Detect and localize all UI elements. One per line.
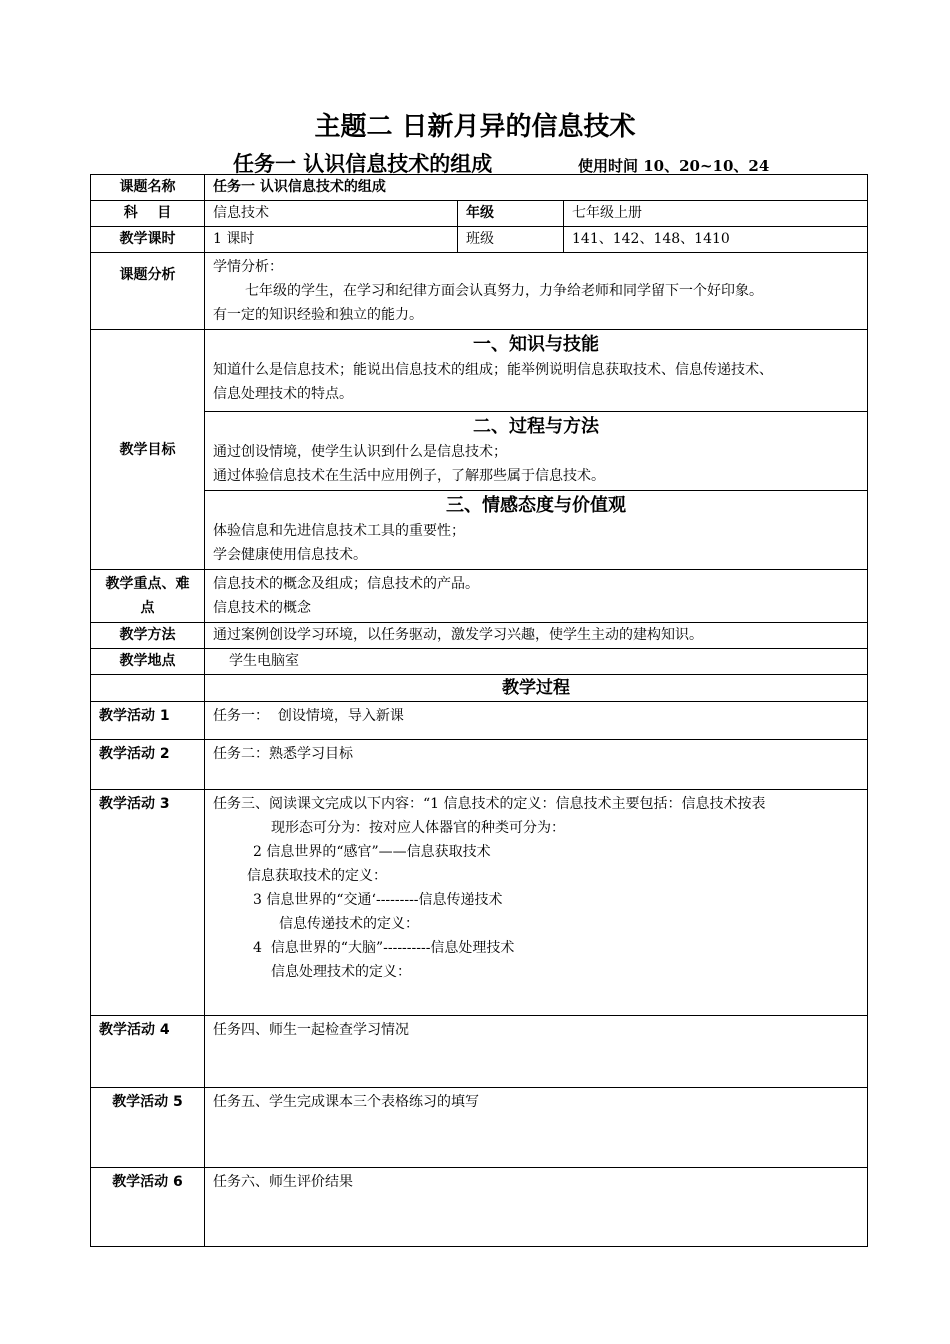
key-points-label: 教学重点、难点 bbox=[91, 570, 205, 623]
analysis-line-1: 学情分析： bbox=[213, 259, 283, 275]
row-subject bbox=[91, 201, 868, 227]
activity2-value: 任务二：熟悉学习目标 bbox=[205, 740, 868, 790]
objectives-sec3-line-2: 学会健康使用信息技术。 bbox=[213, 547, 367, 563]
place-value: 学生电脑室 bbox=[205, 649, 868, 675]
grade-label: 年级 bbox=[458, 201, 564, 227]
row-key-points bbox=[91, 570, 868, 623]
hours-label: 教学课时 bbox=[91, 227, 205, 253]
objectives-sec2 bbox=[205, 412, 868, 491]
activity3-line-5: 3 信息世界的“交通‘---------信息传递技术 bbox=[253, 892, 503, 908]
objectives-sec1 bbox=[205, 330, 868, 412]
objectives-sec2-line-2: 通过体验信息技术在生活中应用例子，了解那些属于信息技术。 bbox=[213, 468, 605, 484]
subject-label: 科 目 bbox=[91, 201, 205, 227]
objectives-sec1-line-2: 信息处理技术的特点。 bbox=[213, 386, 353, 402]
activity6-value: 任务六、师生评价结果 bbox=[205, 1168, 868, 1247]
page-title: 主题二 日新月异的信息技术 bbox=[314, 112, 636, 142]
activity3-content bbox=[205, 790, 868, 1016]
row-method bbox=[91, 623, 868, 649]
objectives-sec3-line-1: 体验信息和先进信息技术工具的重要性； bbox=[213, 523, 465, 539]
activity6-label: 教学活动 6 bbox=[91, 1168, 205, 1247]
activity4-value: 任务四、师生一起检查学习情况 bbox=[205, 1016, 868, 1088]
row-activity-5 bbox=[91, 1088, 868, 1168]
activity3-line-1: 任务三、阅读课文完成以下内容：“1 信息技术的定义：信息技术主要包括：信息技术按表 bbox=[213, 796, 766, 812]
row-activity-1 bbox=[91, 702, 868, 740]
analysis-content bbox=[205, 253, 868, 330]
row-objectives-1 bbox=[91, 330, 868, 412]
lesson-plan-table bbox=[90, 174, 868, 1247]
row-topic-name bbox=[91, 175, 868, 201]
subject-value: 信息技术 bbox=[205, 201, 458, 227]
activity3-line-6: 信息传递技术的定义： bbox=[279, 916, 419, 932]
key-points-line-2: 信息技术的概念 bbox=[213, 600, 311, 616]
analysis-line-2: 七年级的学生，在学习和纪律方面会认真努力，力争给老师和同学留下一个好印象。 bbox=[245, 283, 763, 299]
hours-value: 1 课时 bbox=[205, 227, 458, 253]
objectives-sec1-line-1: 知道什么是信息技术；能说出信息技术的组成；能举例说明信息获取技术、信息传递技术、 bbox=[213, 362, 773, 378]
row-objectives-3 bbox=[91, 491, 868, 570]
method-value: 通过案例创设学习环境，以任务驱动，激发学习兴趣，使学生主动的建构知识。 bbox=[205, 623, 868, 649]
activity1-value: 任务一： 创设情境，导入新课 bbox=[205, 702, 868, 740]
analysis-line-3: 有一定的知识经验和独立的能力。 bbox=[213, 307, 423, 323]
topic-name-label: 课题名称 bbox=[91, 175, 205, 201]
row-process-head bbox=[91, 675, 868, 702]
class-value: 141、142、148、1410 bbox=[564, 227, 868, 253]
grade-value: 七年级上册 bbox=[564, 201, 868, 227]
row-objectives-2 bbox=[91, 412, 868, 491]
objectives-sec1-head: 一、知识与技能 bbox=[473, 334, 600, 355]
objectives-sec3 bbox=[205, 491, 868, 570]
activity5-value: 任务五、学生完成课本三个表格练习的填写 bbox=[205, 1088, 868, 1168]
activity1-label: 教学活动 1 bbox=[91, 702, 205, 740]
use-time: 使用时间 10、20~10、24 bbox=[578, 157, 770, 175]
activity3-line-2: 现形态可分为：按对应人体器官的种类可分为： bbox=[271, 820, 565, 836]
page-subtitle: 任务一 认识信息技术的组成 bbox=[233, 152, 493, 176]
place-label: 教学地点 bbox=[91, 649, 205, 675]
row-activity-4 bbox=[91, 1016, 868, 1088]
key-points-line-1: 信息技术的概念及组成；信息技术的产品。 bbox=[213, 576, 479, 592]
process-head-empty bbox=[91, 675, 205, 702]
activity4-label: 教学活动 4 bbox=[91, 1016, 205, 1088]
activity3-line-7: 4 信息世界的“大脑”----------信息处理技术 bbox=[253, 940, 515, 956]
row-activity-3 bbox=[91, 790, 868, 1016]
activity3-line-8: 信息处理技术的定义： bbox=[271, 964, 411, 980]
activity3-line-4: 信息获取技术的定义： bbox=[247, 868, 387, 884]
analysis-label: 课题分析 bbox=[91, 253, 205, 330]
objectives-sec3-head: 三、情感态度与价值观 bbox=[446, 495, 627, 516]
activity2-label: 教学活动 2 bbox=[91, 740, 205, 790]
topic-name-value: 任务一 认识信息技术的组成 bbox=[205, 175, 868, 201]
row-hours bbox=[91, 227, 868, 253]
objectives-sec2-line-1: 通过创设情境，使学生认识到什么是信息技术； bbox=[213, 444, 507, 460]
method-label: 教学方法 bbox=[91, 623, 205, 649]
row-place bbox=[91, 649, 868, 675]
activity5-label: 教学活动 5 bbox=[91, 1088, 205, 1168]
process-head: 教学过程 bbox=[205, 675, 868, 702]
class-label: 班级 bbox=[458, 227, 564, 253]
activity3-line-3: 2 信息世界的“感官”——信息获取技术 bbox=[253, 844, 491, 860]
row-activity-6 bbox=[91, 1168, 868, 1247]
activity3-label: 教学活动 3 bbox=[91, 790, 205, 1016]
row-analysis bbox=[91, 253, 868, 330]
key-points-content bbox=[205, 570, 868, 623]
objectives-label: 教学目标 bbox=[91, 330, 205, 570]
row-activity-2 bbox=[91, 740, 868, 790]
objectives-sec2-head: 二、过程与方法 bbox=[473, 416, 600, 437]
